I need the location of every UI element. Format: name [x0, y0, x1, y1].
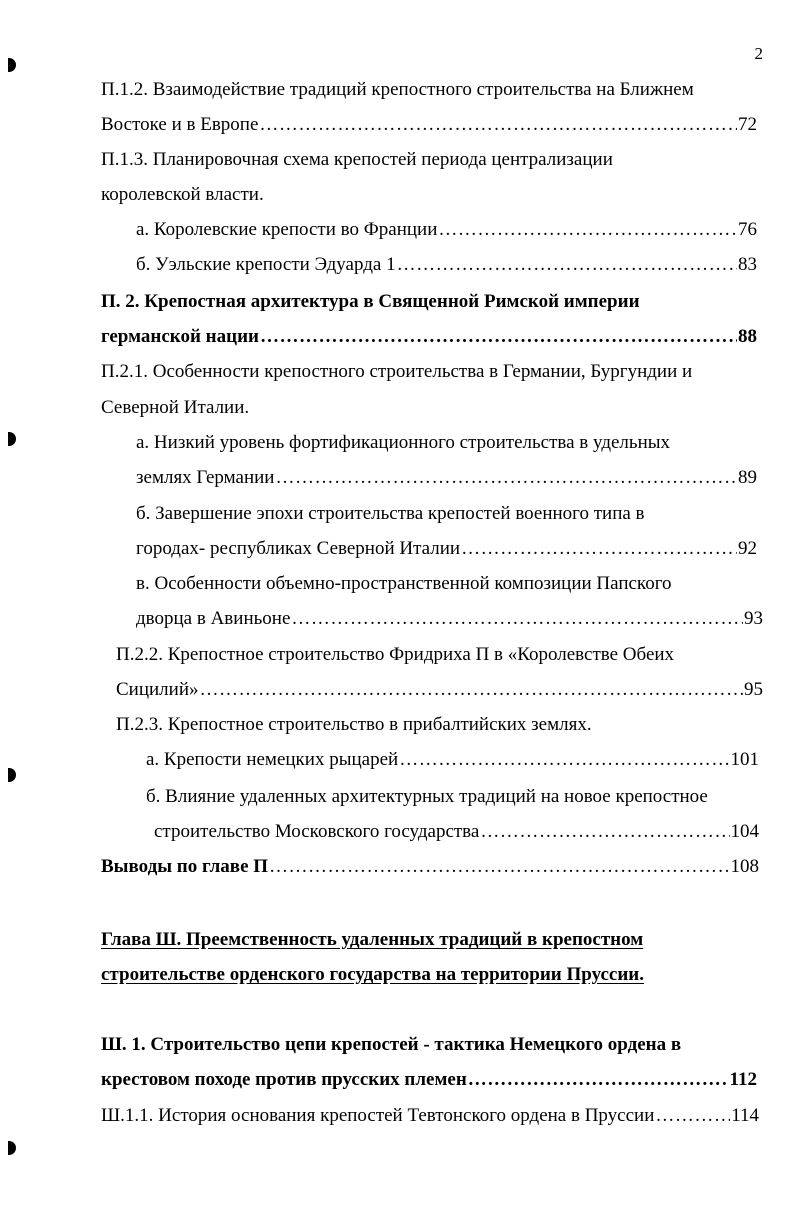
toc-entry-text: б. Уэльские крепости Эдуарда 1: [136, 254, 396, 275]
toc-entry-leader: [154, 820, 759, 844]
toc-page-number: 101: [730, 749, 759, 770]
toc-entry-text: Востоке и в Европе: [101, 114, 259, 135]
toc-entry-leader: [146, 748, 759, 772]
toc-page-number: 95: [744, 679, 763, 700]
toc-entry-leader: [136, 537, 757, 561]
toc-entry-title: П.2.1. Особенности крепостного строительства в Германии, Бургундии и: [101, 361, 693, 382]
toc-entry-title: П.1.3. Планировочная схема крепостей периода централизации: [101, 149, 613, 170]
toc-page-number: 104: [730, 821, 759, 842]
toc-entry-leader: [101, 1068, 757, 1092]
toc-entry-text: а. Королевские крепости во Франции: [136, 219, 438, 240]
toc-entry-title: Северной Италии.: [101, 397, 250, 418]
toc-page-number: 88: [738, 326, 757, 347]
toc-page-number: 92: [738, 538, 757, 559]
toc-entry-leader: [101, 1104, 759, 1128]
toc-page-number: 89: [738, 467, 757, 488]
toc-entry-leader: [136, 607, 763, 631]
margin-marker: [8, 768, 16, 782]
chapter-title: Глава Ш. Преемственность удаленных традиций в крепостном: [101, 929, 644, 950]
toc-entry-text: а. Крепости немецких рыцарей: [146, 749, 399, 770]
toc-entry-text: Сицилий»: [116, 679, 199, 700]
toc-entry-title: П.2.3. Крепостное строительство в прибалтийских землях.: [116, 714, 592, 735]
toc-entry-title: б. Влияние удаленных архитектурных традиций на новое крепостное: [146, 786, 708, 807]
toc-entry-title: б. Завершение эпохи строительства крепостей военного типа в: [136, 503, 645, 524]
toc-page-number: 114: [731, 1105, 759, 1126]
toc-entry-leader: [136, 466, 757, 490]
toc-entry-title: в. Особенности объемно-пространственной композиции Папского: [136, 573, 672, 594]
toc-entry-text: Ш.1.1. История основания крепостей Тевтонского ордена в Пруссии: [101, 1105, 655, 1126]
toc-section-title: Ш. 1. Строительство цепи крепостей - тактика Немецкого ордена в: [101, 1034, 682, 1055]
toc-entry-text: Выводы по главе П: [101, 856, 269, 877]
toc-page-number: 72: [738, 114, 757, 135]
toc-entry-title: П.2.2. Крепостное строительство Фридриха П в «Королевстве Обеих: [116, 644, 675, 665]
margin-marker: [8, 1141, 16, 1155]
toc-entry-text: городах- республиках Северной Италии: [136, 538, 461, 559]
margin-marker: [8, 58, 16, 72]
toc-entry-text: землях Германии: [136, 467, 275, 488]
toc-entry-text: крестовом походе против прусских племен: [101, 1069, 467, 1090]
toc-page-number: 83: [738, 254, 757, 275]
toc-entry-title: королевской власти.: [101, 184, 264, 205]
page-number: 2: [754, 44, 763, 63]
toc-section-title: П. 2. Крепостная архитектура в Священной Римской империи: [101, 291, 640, 312]
toc-page-number: 108: [730, 856, 759, 877]
toc-entry-leader: [136, 253, 757, 277]
toc-entry-leader: [101, 325, 757, 349]
toc-entry-leader: [116, 678, 763, 702]
toc-entry-text: дворца в Авиньоне: [136, 608, 291, 629]
toc-entry-text: германской нации: [101, 326, 259, 347]
toc-entry-leader: [136, 218, 757, 242]
toc-entry-leader: [101, 855, 759, 879]
toc-page-number: 112: [729, 1069, 757, 1090]
toc-page-number: 76: [738, 219, 757, 240]
toc-entry-text: строительство Московского государства: [154, 821, 480, 842]
toc-entry-title: а. Низкий уровень фортификационного строительства в удельных: [136, 432, 671, 453]
chapter-title: строительстве орденского государства на территории Пруссии.: [101, 964, 644, 985]
toc-entry-title: П.1.2. Взаимодействие традиций крепостного строительства на Ближнем: [101, 79, 694, 100]
toc-entry-leader: [101, 113, 757, 137]
margin-marker: [8, 432, 16, 446]
toc-page-number: 93: [744, 608, 763, 629]
